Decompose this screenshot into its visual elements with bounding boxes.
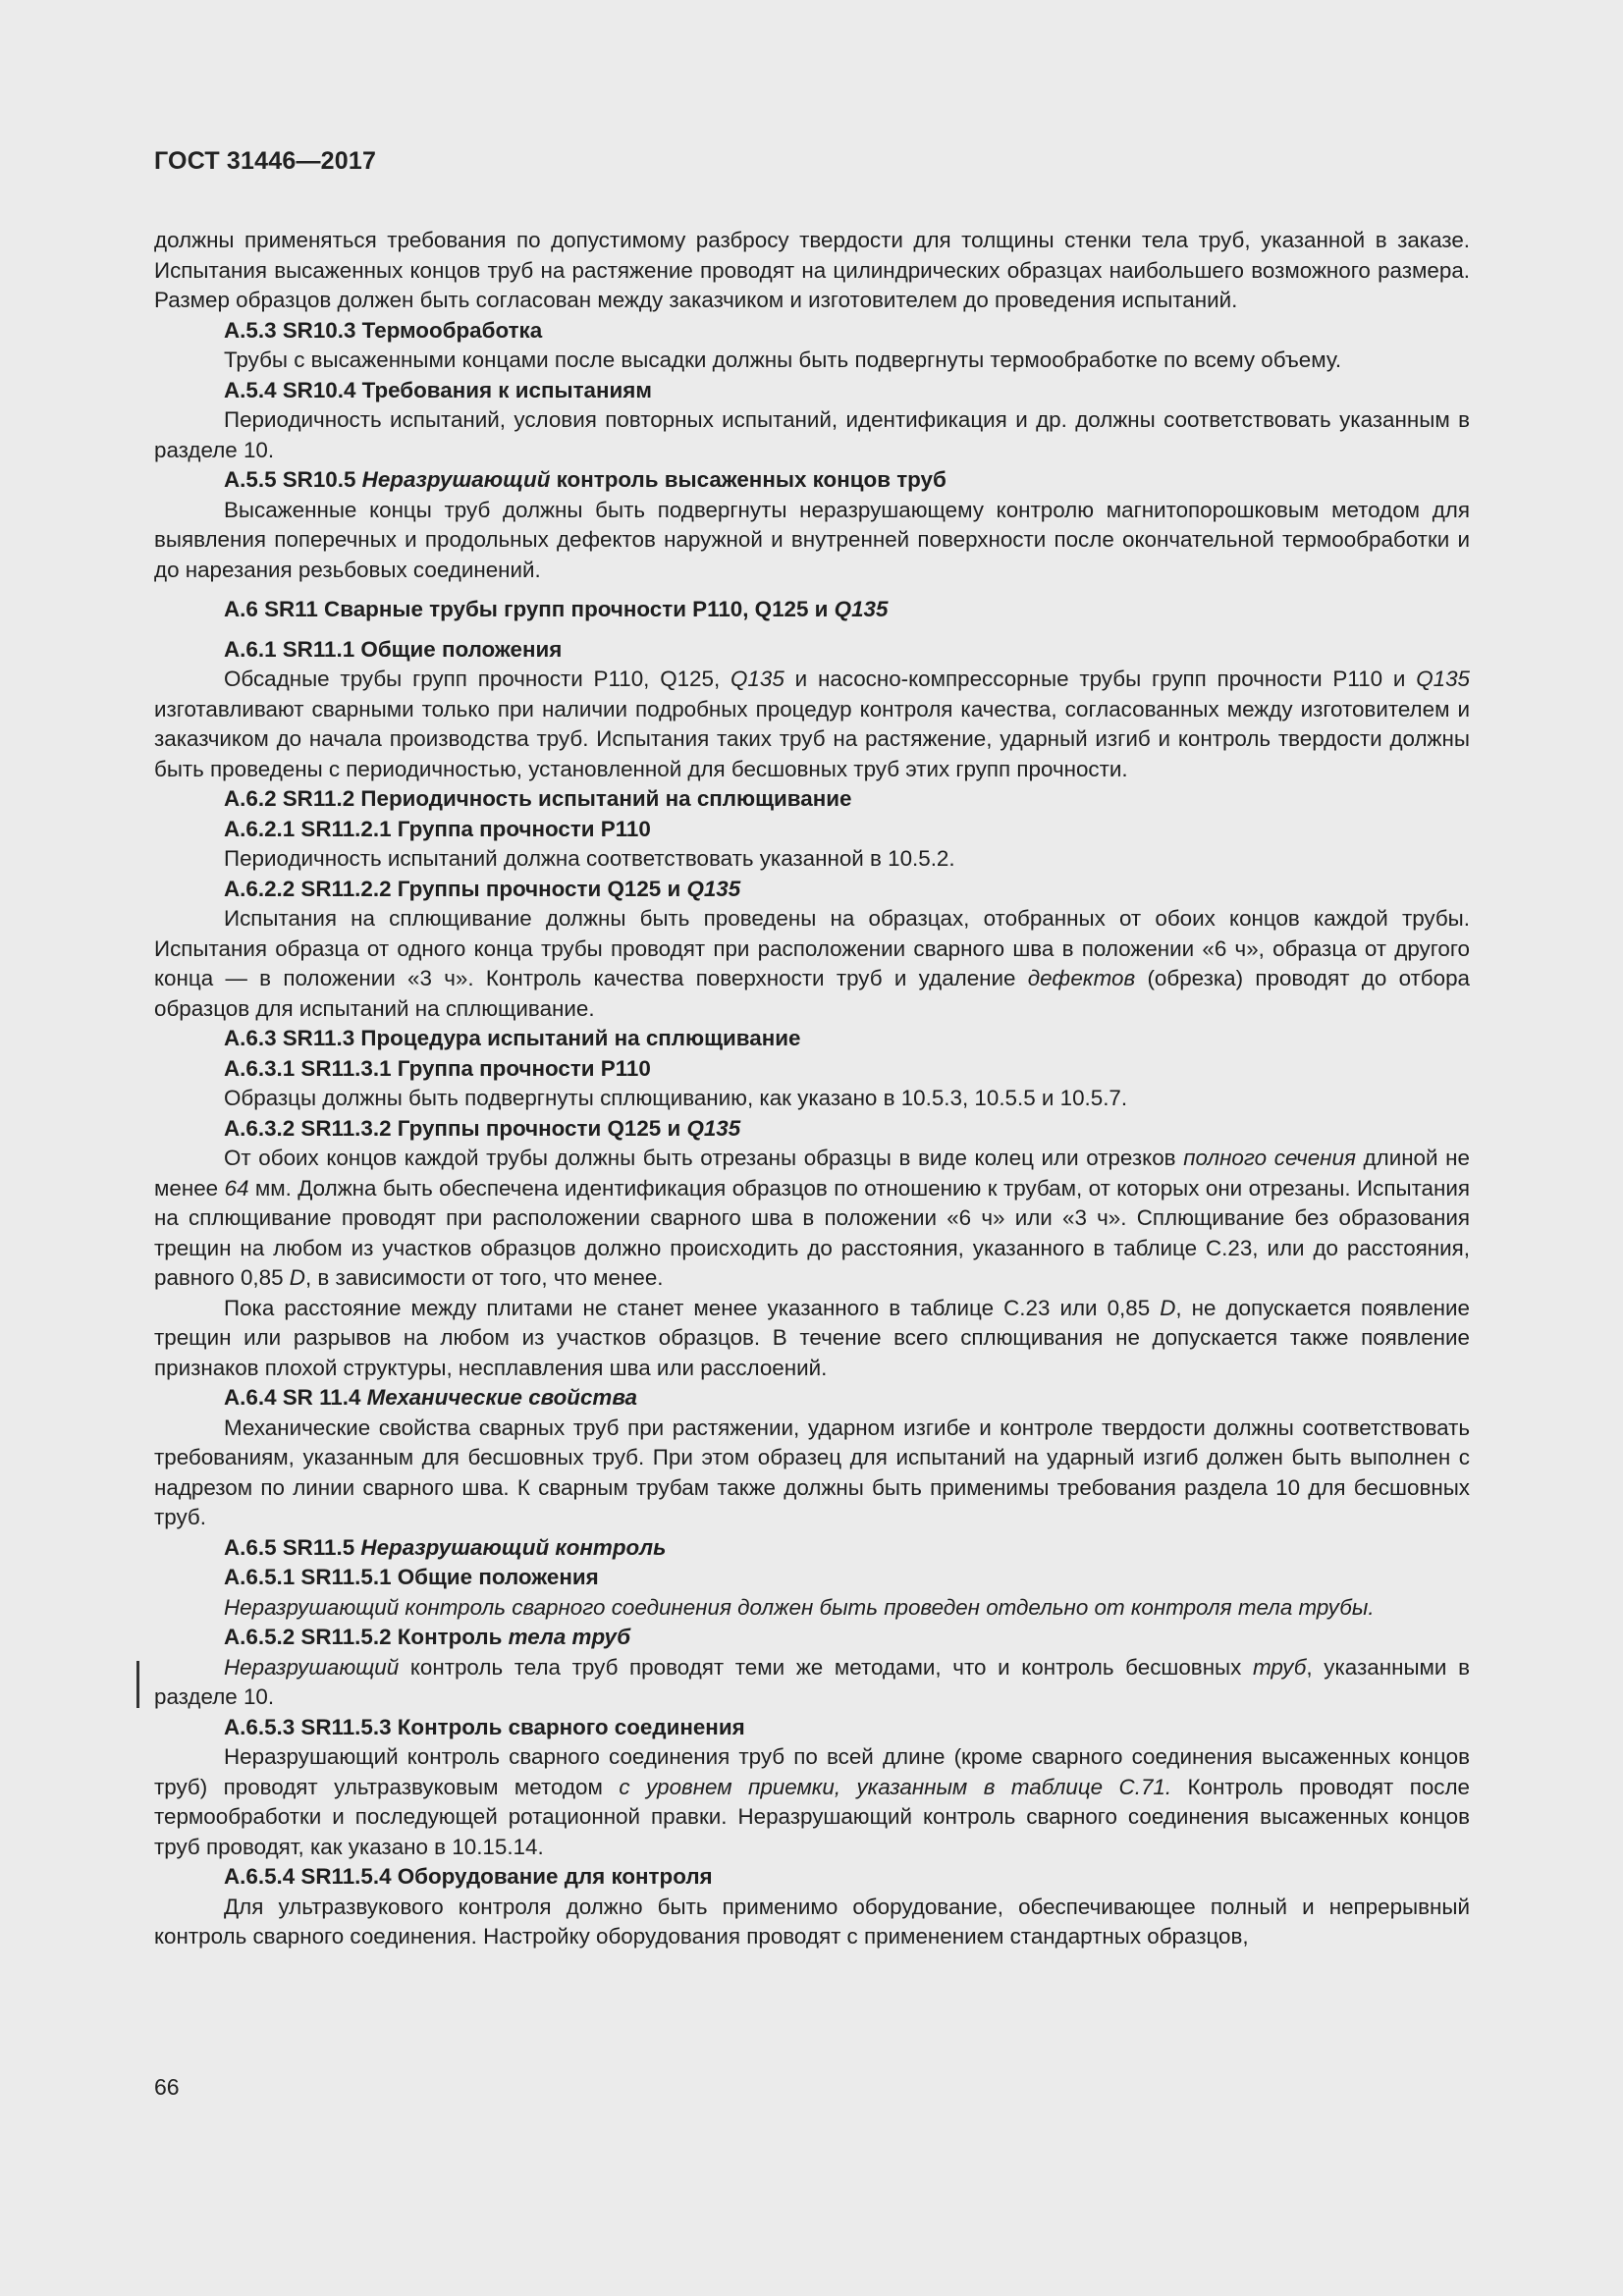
heading-a53: А.5.3 SR10.3 Термообработка xyxy=(224,317,543,343)
heading-a63: А.6.3 SR11.3 Процедура испытаний на сплющивание xyxy=(224,1026,801,1050)
change-bar xyxy=(136,1661,139,1708)
paragraph: Обсадные трубы групп прочности Р110, Q125, Q135 и насосно-компрессорные трубы групп прочности Р110 и Q135 изготавливают сварными только при наличии подробных процедур контроля качества, согласованных между изготовителем и заказчиком до начала производства труб. Испытания таких труб на растяжение, ударный изгиб и контроль твердости должны быть проведены с периодичностью, установленной для бесшовных труб этих групп прочности. xyxy=(154,667,1470,781)
paragraph: Неразрушающий контроль тела труб проводят теми же методами, что и контроль бесшовных труб, указанными в разделе 10. xyxy=(154,1654,1470,1709)
heading-a652: А.6.5.2 SR11.5.2 Контроль тела труб xyxy=(224,1625,631,1649)
heading-a631: А.6.3.1 SR11.3.1 Группа прочности Р110 xyxy=(224,1055,651,1081)
paragraph: Образцы должны быть подвергнуты сплющиванию, как указано в 10.5.3, 10.5.5 и 10.5.7. xyxy=(224,1086,1128,1110)
paragraph: Высаженные концы труб должны быть подвергнуты неразрушающему контролю магнитопорошковым методом для выявления поперечных и продольных дефектов наружной и внутренней поверхности после окончательной термообработки и до нарезания резьбовых соединений. xyxy=(154,497,1470,582)
paragraph: От обоих концов каждой трубы должны быть отрезаны образцы в виде колец или отрезков полного сечения длиной не менее 64 мм. Должна быть обеспечена идентификация образцов по отношению к трубам, от которых они отрезаны. Испытания на сплющивание проводят при расположении сварного шва в положении «6 ч» или «3 ч». Сплющивание без образования трещин на любом из участков образцов должно происходить до расстояния, указанного в таблице С.23, или до расстояния, равного 0,85 D, в зависимости от того, что менее. xyxy=(154,1146,1470,1290)
heading-a61: А.6.1 SR11.1 Общие положения xyxy=(224,636,563,662)
heading-a54: А.5.4 SR10.4 Требования к испытаниям xyxy=(224,377,652,402)
heading-a632: А.6.3.2 SR11.3.2 Группы прочности Q125 и Q135 xyxy=(224,1115,741,1141)
paragraph: должны применяться требования по допустимому разбросу твердости для толщины стенки тела труб, указанной в заказе. Испытания высаженных концов труб на растяжение проводят на цилиндрических образцах наибольшего возможного размера. Размер образцов должен быть согласован между заказчиком и изготовителем до проведения испытаний. xyxy=(154,228,1470,312)
page-number: 66 xyxy=(154,2074,180,2100)
heading-a654: А.6.5.4 SR11.5.4 Оборудование для контроля xyxy=(224,1864,713,1889)
page-header: ГОСТ 31446—2017 xyxy=(154,147,377,175)
heading-a651: А.6.5.1 SR11.5.1 Общие положения xyxy=(224,1565,599,1589)
heading-a653: А.6.5.3 SR11.5.3 Контроль сварного соединения xyxy=(224,1714,745,1739)
heading-a62: А.6.2 SR11.2 Периодичность испытаний на сплющивание xyxy=(224,786,852,811)
heading-a621: А.6.2.1 SR11.2.1 Группа прочности Р110 xyxy=(224,816,651,841)
paragraph: Периодичность испытаний, условия повторных испытаний, идентификация и др. должны соответствовать указанным в разделе 10. xyxy=(154,407,1470,462)
page-body xyxy=(154,226,1470,1952)
paragraph: Испытания на сплющивание должны быть проведены на образцах, отобранных от обоих концов каждой трубы. Испытания образца от одного конца трубы проводят при расположении сварного шва в положении «6 ч», образца от другого конца — в положении «3 ч». Контроль качества поверхности труб и удаление дефектов (обрезка) проводят до отбора образцов для испытаний на сплющивание. xyxy=(154,906,1470,1021)
paragraph: Неразрушающий контроль сварного соединения труб по всей длине (кроме сварного соединения высаженных концов труб) проводят ультразвуковым методом с уровнем приемки, указанным в таблице С.71. Контроль проводят после термообработки и последующей ротационной правки. Неразрушающий контроль сварного соединения высаженных концов труб проводят, как указано в 10.15.14. xyxy=(154,1744,1470,1859)
paragraph: Неразрушающий контроль сварного соединения должен быть проведен отдельно от контроля тела трубы. xyxy=(224,1594,1375,1620)
paragraph: Пока расстояние между плитами не станет менее указанного в таблице С.23 или 0,85 D, не допускается появление трещин или разрывов на любом из участков образцов. В течение всего сплющивания не допускается также появление признаков плохой структуры, несплавления шва или расслоений. xyxy=(154,1295,1470,1380)
paragraph: Периодичность испытаний должна соответствовать указанной в 10.5.2. xyxy=(224,846,955,871)
heading-a64: А.6.4 SR 11.4 Механические свойства xyxy=(224,1385,638,1410)
heading-a6: А.6 SR11 Сварные трубы групп прочности Р110, Q125 и Q135 xyxy=(224,597,889,621)
heading-a55: А.5.5 SR10.5 Неразрушающий контроль высаженных концов труб xyxy=(224,467,947,492)
heading-a65: А.6.5 SR11.5 Неразрушающий контроль xyxy=(224,1534,667,1560)
heading-a622: А.6.2.2 SR11.2.2 Группы прочности Q125 и Q135 xyxy=(224,876,741,901)
paragraph: Механические свойства сварных труб при растяжении, ударном изгибе и контроле твердости должны соответствовать требованиям, указанным для бесшовных труб. При этом образец для испытаний на ударный изгиб должен быть выполнен с надрезом по линии сварного шва. К сварным трубам также должны быть применимы требования раздела 10 для бесшовных труб. xyxy=(154,1415,1470,1529)
paragraph: Для ультразвукового контроля должно быть применимо оборудование, обеспечивающее полный и непрерывный контроль сварного соединения. Настройку оборудования проводят с применением стандартных образцов, xyxy=(154,1894,1470,1949)
paragraph: Трубы с высаженными концами после высадки должны быть подвергнуты термообработке по всему объему. xyxy=(224,347,1342,372)
